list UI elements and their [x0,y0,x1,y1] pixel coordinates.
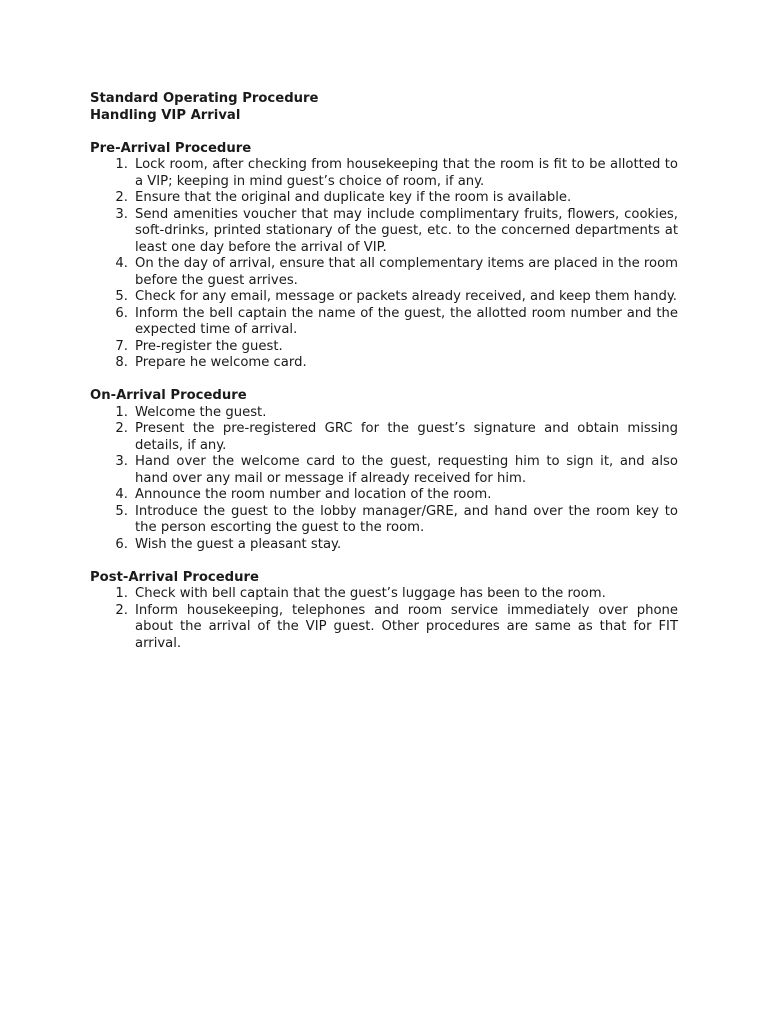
step-list [90,157,678,372]
list-item-number: 1. [115,586,128,601]
list-item-text: Send amenities voucher that may include complimentary fruits, flowers, cookies, soft-drinks, printed stationary of the guest, etc. to the concerned departments at least one day before the arrival of VIP. [135,206,678,255]
list-item-text: On the day of arrival, ensure that all complementary items are placed in the room before the guest arrives. [135,256,678,288]
list-item-text: Announce the room number and location of the room. [135,487,492,502]
list-item-text: Introduce the guest to the lobby manager/GRE, and hand over the room key to the person escorting the guest to the room. [135,503,678,535]
list-item-number: 6. [115,536,128,552]
list-item-number: 4. [115,256,128,271]
list-item-number: 6. [115,305,128,321]
list-item-number: 7. [115,338,128,354]
list-item-number: 5. [115,289,128,304]
step-list [90,405,678,554]
list-item-number: 1. [115,404,128,420]
list-item-text: Ensure that the original and duplicate key if the room is available. [135,190,572,205]
list-item [90,405,678,422]
list-item-text: Inform the bell captain the name of the guest, the allotted room number and the expected time of arrival. [135,305,678,337]
list-item-text: Welcome the guest. [135,404,267,420]
list-item [90,355,678,372]
list-item-number: 3. [115,454,128,469]
section-post-arrival [90,570,678,653]
list-item [90,537,678,554]
list-item [90,421,678,454]
step-list [90,586,678,652]
list-item [90,190,678,207]
section-pre-arrival [90,141,678,372]
list-item [90,454,678,487]
document-title: Standard Operating Procedure [90,91,319,106]
list-item-number: 3. [115,206,128,222]
list-item-text: Prepare he welcome card. [135,355,307,370]
list-item-text: Check with bell captain that the guest’s luggage has been to the room. [135,586,606,601]
list-item-text: Present the pre-registered GRC for the guest’s signature and obtain missing details, if any. [135,421,678,453]
list-item-number: 4. [115,487,128,502]
list-item-text: Inform housekeeping, telephones and room service immediately over phone about the arrival of the VIP guest. Other procedures are same as that for FIT arrival. [135,602,678,651]
list-item [90,603,678,653]
list-item-text: Hand over the welcome card to the guest, requesting him to sign it, and also hand over any mail or message if already received for him. [135,454,678,486]
list-item [90,339,678,356]
section-on-arrival [90,388,678,553]
list-item-text: Check for any email, message or packets already received, and keep them handy. [135,289,677,304]
list-item [90,586,678,603]
list-item [90,306,678,339]
section-heading: On-Arrival Procedure [90,388,247,403]
section-heading: Post-Arrival Procedure [90,569,259,585]
list-item-number: 1. [115,157,128,172]
list-item-number: 5. [115,503,128,519]
document-subtitle: Handling VIP Arrival [90,107,241,123]
section-heading: Pre-Arrival Procedure [90,140,252,156]
list-item-number: 8. [115,355,128,370]
list-item [90,289,678,306]
list-item-number: 2. [115,190,128,205]
list-item-text: Pre-register the guest. [135,338,283,354]
list-item-text: Lock room, after checking from housekeeping that the room is fit to be allotted to a VIP; keeping in mind guest’s choice of room, if any. [135,157,678,189]
list-item [90,157,678,190]
sections-container [90,141,678,653]
list-item [90,504,678,537]
list-item-number: 2. [115,421,128,436]
list-item [90,487,678,504]
list-item [90,207,678,257]
list-item [90,256,678,289]
list-item-text: Wish the guest a pleasant stay. [135,536,342,552]
list-item-number: 2. [115,602,128,618]
